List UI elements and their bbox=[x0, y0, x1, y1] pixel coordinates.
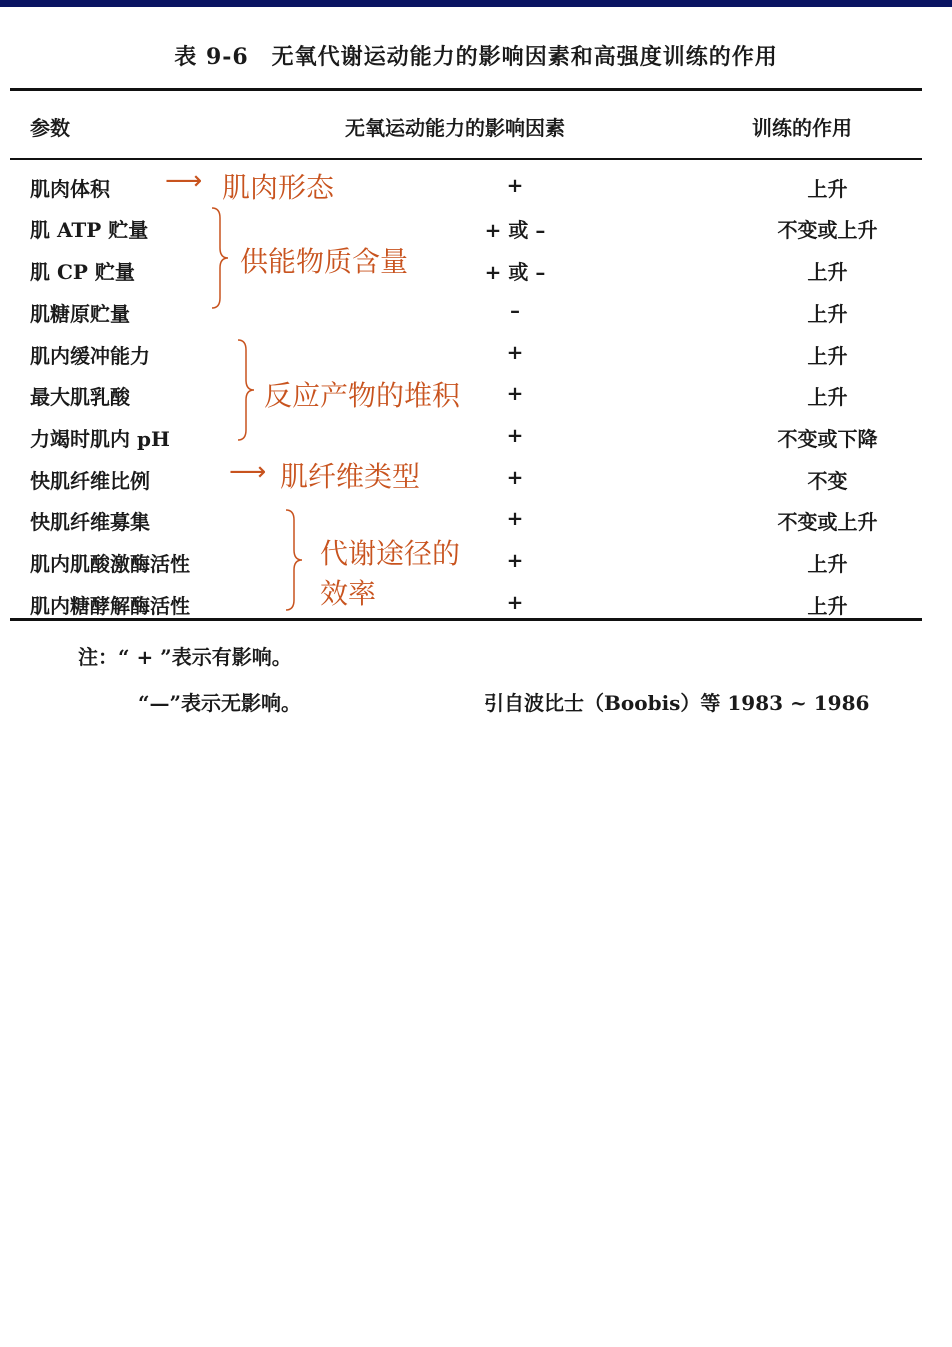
table-row bbox=[0, 290, 952, 330]
header-factor: 无氧运动能力的影响因素 bbox=[345, 116, 565, 140]
cell-factor: + bbox=[506, 381, 524, 405]
note-minus: “—”表示无影响。 bbox=[138, 691, 302, 715]
cell-training: 上升 bbox=[807, 594, 848, 618]
arrow-right-icon: ⟶ bbox=[229, 457, 267, 487]
bottom-rule bbox=[10, 618, 922, 621]
arrow-right-icon: ⟶ bbox=[165, 166, 203, 196]
annotation-product-accumulation: 反应产物的堆积 bbox=[264, 379, 461, 412]
annotation-fiber-type: 肌纤维类型 bbox=[280, 460, 421, 493]
annotation-muscle-form: 肌肉形态 bbox=[222, 171, 335, 204]
brace-icon bbox=[282, 508, 308, 612]
table-row bbox=[0, 332, 952, 372]
cell-training: 上升 bbox=[807, 385, 848, 409]
cell-training: 上升 bbox=[807, 260, 848, 284]
annotation-metabolic-efficiency-line2: 效率 bbox=[320, 577, 377, 610]
annotation-metabolic-efficiency-line1: 代谢途径的 bbox=[320, 537, 461, 570]
table-row bbox=[0, 498, 952, 538]
cell-factor: + 或 – bbox=[484, 260, 546, 284]
table-row bbox=[0, 373, 952, 413]
cell-param: 肌内糖酵解酶活性 bbox=[30, 594, 190, 618]
cell-training: 不变或上升 bbox=[777, 510, 878, 534]
table-row bbox=[0, 582, 952, 622]
cell-training: 上升 bbox=[807, 177, 848, 201]
cell-factor: + bbox=[506, 548, 524, 572]
cell-param: 快肌纤维募集 bbox=[30, 510, 150, 534]
top-rule bbox=[10, 88, 922, 91]
top-color-bar bbox=[0, 0, 952, 7]
table-row bbox=[0, 540, 952, 580]
cell-param: 肌糖原贮量 bbox=[30, 302, 130, 326]
cell-param: 力竭时肌内 pH bbox=[30, 427, 170, 451]
cell-factor: + bbox=[506, 590, 524, 614]
table-row bbox=[0, 248, 952, 288]
table-title: 表 9-6 无氧代谢运动能力的影响因素和高强度训练的作用 bbox=[174, 44, 778, 70]
brace-icon bbox=[208, 206, 234, 310]
cell-factor: – bbox=[510, 298, 520, 322]
cell-factor: + bbox=[506, 173, 524, 197]
source-citation: 引自波比士（Boobis）等 1983 ~ 1986 bbox=[484, 691, 870, 715]
cell-param: 肌肉体积 bbox=[30, 177, 110, 201]
cell-param: 肌 CP 贮量 bbox=[30, 260, 135, 284]
header-training: 训练的作用 bbox=[752, 116, 852, 140]
brace-icon bbox=[234, 338, 260, 442]
cell-factor: + 或 – bbox=[484, 218, 546, 242]
cell-param: 肌 ATP 贮量 bbox=[30, 218, 149, 242]
annotation-energy-content: 供能物质含量 bbox=[240, 245, 409, 278]
cell-param: 肌内肌酸激酶活性 bbox=[30, 552, 190, 576]
cell-factor: + bbox=[506, 423, 524, 447]
note-plus: 注：“ + ”表示有影响。 bbox=[78, 645, 292, 669]
cell-param: 肌内缓冲能力 bbox=[30, 344, 150, 368]
cell-param: 快肌纤维比例 bbox=[30, 469, 150, 493]
table-row bbox=[0, 165, 952, 205]
cell-training: 上升 bbox=[807, 302, 848, 326]
cell-training: 上升 bbox=[807, 552, 848, 576]
table-row bbox=[0, 206, 952, 246]
cell-factor: + bbox=[506, 340, 524, 364]
cell-factor: + bbox=[506, 506, 524, 530]
header-param: 参数 bbox=[30, 116, 70, 140]
cell-training: 不变或下降 bbox=[777, 427, 878, 451]
header-rule bbox=[10, 158, 922, 160]
cell-training: 上升 bbox=[807, 344, 848, 368]
cell-factor: + bbox=[506, 465, 524, 489]
table-row bbox=[0, 457, 952, 497]
cell-param: 最大肌乳酸 bbox=[30, 385, 130, 409]
cell-training: 不变或上升 bbox=[777, 218, 878, 242]
cell-training: 不变 bbox=[807, 469, 848, 493]
table-row bbox=[0, 415, 952, 455]
